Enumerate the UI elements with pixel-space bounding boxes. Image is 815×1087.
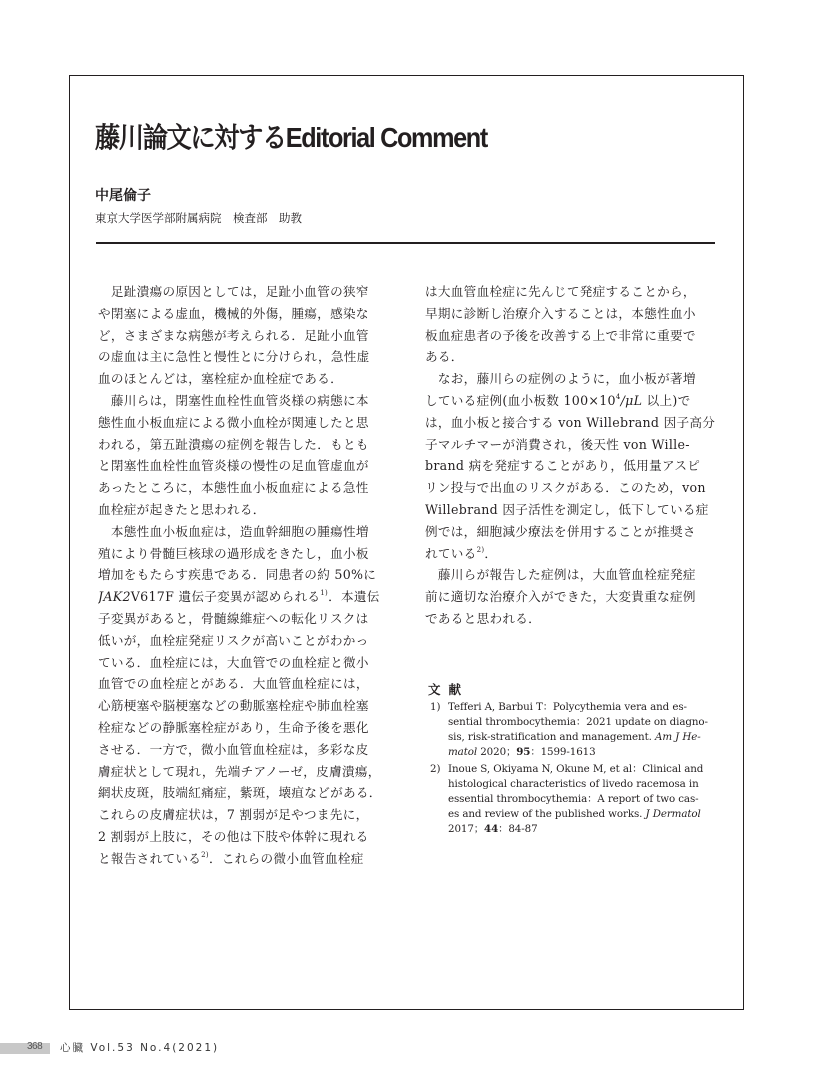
gene-name: JAK2 <box>98 589 131 605</box>
text-line: われる，第五趾潰瘍の症例を報告した．もとも <box>98 436 369 452</box>
text-line: JAK2V617F 遺伝子変異が認められる$^{1)}$．本遺伝 <box>98 589 380 605</box>
text-line: リン投与で出血のリスクがある．このため，von <box>425 480 706 496</box>
citation: 2) <box>201 850 209 859</box>
header-divider <box>96 242 715 244</box>
text-line: 例では，細胞減少療法を併用することが推奨さ <box>425 523 696 539</box>
text-line: 足趾潰瘍の原因としては，足趾小血管の狭窄 <box>98 284 369 299</box>
text-line: brand 病を発症することがあり，低用量アスピ <box>425 458 701 474</box>
text-line: 藤川らが報告した症例は，大血管血栓症発症 <box>425 567 696 583</box>
text-line: Willebrand 因子活性を測定し，低下している症 <box>425 501 709 517</box>
citation: 2) <box>476 545 485 554</box>
reference-item: 2) Inoue S, Okiyama N, Okune M, et al：Clinical and histological characteristics of livedo racemosa in essential thrombocythemia：A report of two cas- es and review of the published works. J Dermatol 2017；44：84-87 <box>430 763 704 835</box>
text-line: 態性血小板血症による微小血栓が関連したと思 <box>98 414 369 430</box>
text-line: と閉塞性血栓性血管炎様の慢性の足血管虚血が <box>98 458 369 474</box>
text-line: している症例(血小板数 $100\times 10^4/\mu L$ 以上)で <box>425 392 691 408</box>
text-line: 網状皮斑，肢端紅痛症，紫斑，壊疽などがある． <box>98 785 382 801</box>
body-column-left <box>98 281 388 870</box>
text-line: させる．一方で，微小血管血栓症は，多彩な皮 <box>98 741 369 757</box>
text-line: 2 割弱が上肢に，その他は下肢や体幹に現れる <box>98 828 369 844</box>
article-title: 藤川論文に対するEditorial Comment <box>95 122 487 153</box>
text-line: 膚症状として現れ，先端チアノーゼ，皮膚潰瘍， <box>98 763 381 779</box>
text-line: の虚血は主に急性と慢性とに分けられ，急性虚 <box>98 349 370 365</box>
text-line: は，血小板と接合する von Willebrand 因子高分 <box>425 414 715 430</box>
text-line: は大血管血栓症に先んじて発症することから， <box>425 284 696 299</box>
text-line: と報告されている$^{2)}$．これらの微小血管血栓症 <box>98 850 364 866</box>
author-affiliation: 東京大学医学部附属病院 検査部 助教 <box>95 211 302 225</box>
text-line: ている．血栓症には，大血管での血栓症と微小 <box>98 654 369 670</box>
text-line: 子マルチマーが消費され，後天性 von Wille- <box>425 436 690 452</box>
text-line: や閉塞による虚血，機械的外傷，腫瘍，感染な <box>98 305 369 321</box>
text-line: 藤川らは，閉塞性血栓性血管炎様の病態に本 <box>98 392 369 408</box>
text-line: であると思われる． <box>425 610 542 626</box>
reference-number: 2) <box>430 763 441 775</box>
text-line: 心筋梗塞や脳梗塞などの動脈塞栓症や肺血栓塞 <box>98 698 369 714</box>
footer-bar <box>0 1043 50 1054</box>
reference-number: 1) <box>430 701 441 713</box>
reference-item: 1) Tefferi A, Barbui T：Polycythemia vera and es- sential thrombocythemia：2021 update on diagno- sis, risk-stratification and management. Am J He- matol 2020；95：1599-1613 <box>430 701 708 758</box>
text-line: 栓症などの静脈塞栓症があり，生命予後を悪化 <box>98 719 369 735</box>
text-line: 血栓症が起きたと思われる． <box>98 501 266 517</box>
citation: 1) <box>320 589 329 598</box>
text-line: ど，さまざまな病態が考えられる．足趾小血管 <box>98 327 369 343</box>
body-column-right <box>425 281 715 630</box>
text-line: 血管での血栓症とがある．大血管血栓症には， <box>98 676 369 692</box>
text-line: これらの皮膚症状は，7 割弱が足やつま先に， <box>98 807 369 823</box>
text-line: 増加をもたらす疾患である．同患者の約 50%に <box>98 567 377 583</box>
text-line: 低いが，血栓症発症リスクが高いことがわかっ <box>98 632 369 648</box>
text-line: 板血症患者の予後を改善する上で非常に重要で <box>425 327 696 343</box>
text-line: なお，藤川らの症例のように，血小板が著増 <box>425 371 696 387</box>
text-line: れている$^{2)}$． <box>425 545 498 561</box>
journal-info: 心臓 Vol.53 No.4(2021) <box>60 1042 220 1054</box>
references-heading: 文献 <box>428 682 470 697</box>
text-line: 早期に診断し治療介入することは，本態性血小 <box>425 305 696 321</box>
author-name: 中尾倫子 <box>95 188 151 204</box>
text-line: 子変異があると，骨髄線維症への転化リスクは <box>98 610 369 626</box>
text-line: あったところに，本態性血小板血症による急性 <box>98 480 369 496</box>
references-list <box>430 700 720 839</box>
text-line: 血のほとんどは，塞栓症か血栓症である． <box>98 371 343 387</box>
text-line: 本態性血小板血症は，造血幹細胞の腫瘍性増 <box>98 523 369 539</box>
text-line: ある． <box>425 349 464 365</box>
text-line: 殖により骨髄巨核球の過形成をきたし，血小板 <box>98 545 369 561</box>
page-number: 368 <box>27 1041 43 1052</box>
text-line: 前に適切な治療介入ができた，大変貴重な症例 <box>425 589 696 605</box>
